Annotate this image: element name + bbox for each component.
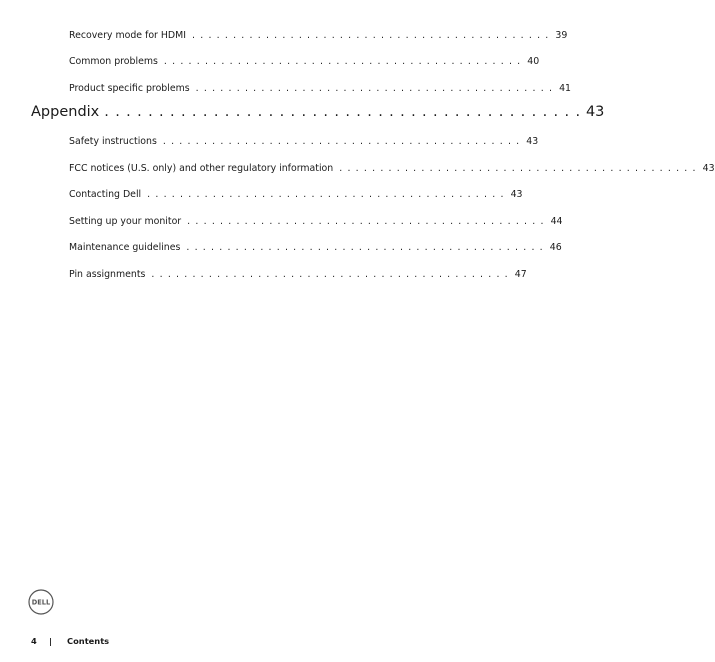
toc-row-1[interactable] (69, 56, 540, 67)
toc-leader: . . . . . . . . . . . . . . . . . . . . . . . . . . . . . . . . . . . . . . . . . . . . (104, 104, 581, 120)
toc-page-number: 43 (510, 189, 523, 200)
dell-logo-text: DELL (31, 598, 51, 607)
toc-title: Recovery mode for HDMI (69, 30, 187, 41)
toc-leader: . . . . . . . . . . . . . . . . . . . . . . . . . . . . . . . . . . . . . . . . . . . . (187, 216, 545, 227)
toc-page-number: 40 (527, 56, 540, 67)
toc-leader: . . . . . . . . . . . . . . . . . . . . . . . . . . . . . . . . . . . . . . . . . . . . (147, 189, 505, 200)
toc-page-number: 47 (514, 269, 527, 280)
toc-title: FCC notices (U.S. only) and other regulatory information (69, 163, 334, 174)
page-footer (31, 636, 110, 646)
toc-row-4[interactable] (69, 136, 539, 147)
toc-row-3-appendix[interactable] (31, 104, 605, 120)
toc-leader: . . . . . . . . . . . . . . . . . . . . . . . . . . . . . . . . . . . . . . . . . . . . (163, 56, 522, 67)
toc-leader: . . . . . . . . . . . . . . . . . . . . . . . . . . . . . . . . . . . . . . . . . . . . (195, 83, 554, 94)
page-number: 4 (31, 636, 37, 646)
toc-page-number: 43 (585, 104, 605, 120)
toc-page-number: 44 (550, 216, 563, 227)
toc-page-number: 41 (559, 83, 571, 94)
toc-leader: . . . . . . . . . . . . . . . . . . . . . . . . . . . . . . . . . . . . . . . . . . . . (186, 242, 544, 253)
toc-title: Common problems (69, 56, 158, 67)
toc-row-6[interactable] (69, 189, 523, 200)
toc-heading-title: Appendix (31, 104, 100, 120)
toc-row-0[interactable] (69, 30, 568, 41)
dell-logo-icon (28, 589, 54, 615)
toc-row-9[interactable] (69, 269, 527, 280)
toc-page-number: 39 (555, 30, 568, 41)
toc-row-8[interactable] (69, 242, 562, 253)
toc-leader: . . . . . . . . . . . . . . . . . . . . . . . . . . . . . . . . . . . . . . . . . . . . (151, 269, 509, 280)
toc-title: Maintenance guidelines (69, 242, 181, 253)
toc-title: Setting up your monitor (69, 216, 182, 227)
toc-title: Pin assignments (69, 269, 146, 280)
toc-title: Product specific problems (69, 83, 190, 94)
toc-title: Contacting Dell (69, 189, 142, 200)
toc-leader: . . . . . . . . . . . . . . . . . . . . . . . . . . . . . . . . . . . . . . . . . . . . (339, 163, 697, 174)
toc-leader: . . . . . . . . . . . . . . . . . . . . . . . . . . . . . . . . . . . . . . . . . . . . (192, 30, 550, 41)
footer-section-label: Contents (67, 636, 110, 646)
toc-page-number: 46 (549, 242, 562, 253)
toc-page-number: 43 (526, 136, 539, 147)
toc-row-7[interactable] (69, 216, 563, 227)
toc-page-number: 43 (702, 163, 715, 174)
toc-row-2[interactable] (69, 83, 571, 94)
toc-row-5[interactable] (69, 163, 715, 174)
toc-title: Safety instructions (69, 136, 157, 147)
toc-leader: . . . . . . . . . . . . . . . . . . . . . . . . . . . . . . . . . . . . . . . . . . . . (162, 136, 521, 147)
footer-separator: | (49, 636, 53, 646)
